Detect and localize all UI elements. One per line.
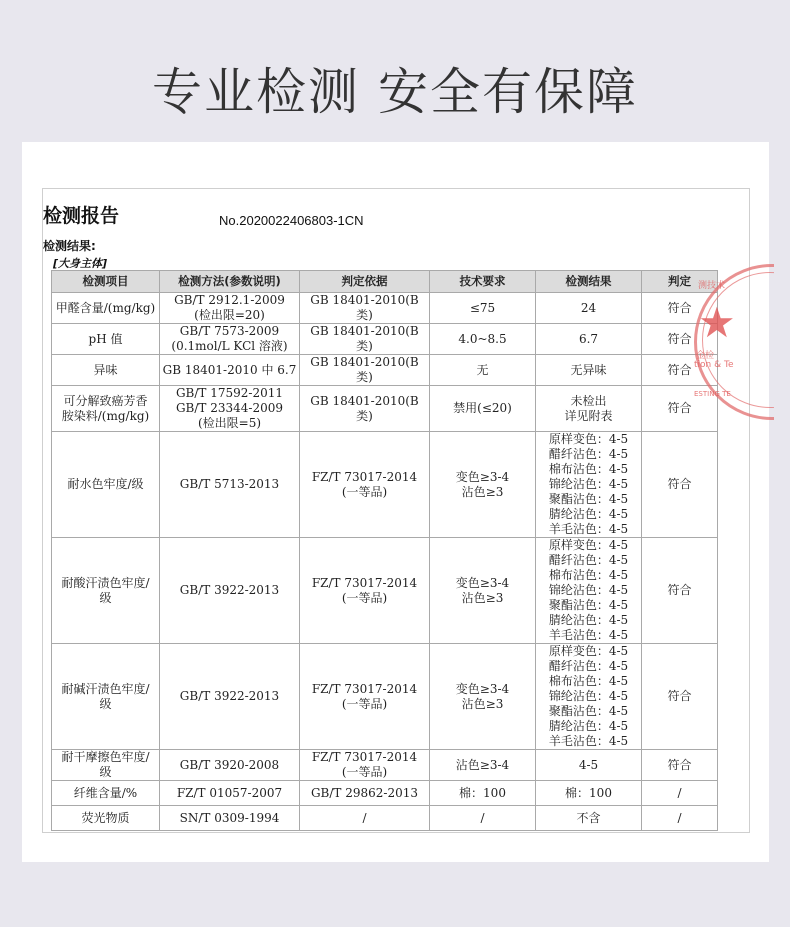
table-row xyxy=(52,806,718,831)
cell-verdict: 符合 xyxy=(642,750,718,781)
cell-requirement: 变色≥3-4 沾色≥3 xyxy=(430,538,536,644)
stamp-text-1: 测技术 xyxy=(698,281,726,291)
cell-basis: GB 18401-2010(B 类) xyxy=(300,324,430,355)
results-label: 检测结果: xyxy=(43,239,96,253)
cell-basis: GB 18401-2010(B 类) xyxy=(300,355,430,386)
cell-method: SN/T 0309-1994 xyxy=(160,806,300,831)
cell-method: GB/T 17592-2011 GB/T 23344-2009 (检出限=5) xyxy=(160,386,300,432)
cell-requirement: / xyxy=(430,806,536,831)
table-row xyxy=(52,750,718,781)
cell-result: 原样变色：4-5 醋纤沾色：4-5 棉布沾色：4-5 锦纶沾色：4-5 聚酯沾色：4-5 腈纶沾色：4-5 羊毛沾色：4-5 xyxy=(536,432,642,538)
col-header-result: 检测结果 xyxy=(536,271,642,293)
sample-label: [大身主体] xyxy=(53,257,108,270)
report-card xyxy=(22,142,769,862)
cell-verdict: 符合 xyxy=(642,324,718,355)
test-report xyxy=(42,188,750,833)
cell-verdict: 符合 xyxy=(642,538,718,644)
cell-requirement: 4.0~8.5 xyxy=(430,324,536,355)
results-table xyxy=(51,270,718,831)
cell-verdict: / xyxy=(642,781,718,806)
cell-item: pH 值 xyxy=(52,324,160,355)
cell-item: 耐干摩擦色牢度/ 级 xyxy=(52,750,160,781)
cell-requirement: 变色≥3-4 沾色≥3 xyxy=(430,644,536,750)
cell-item: 甲醛含量/(mg/kg) xyxy=(52,293,160,324)
cell-result: 不含 xyxy=(536,806,642,831)
cell-method: GB/T 3922-2013 xyxy=(160,538,300,644)
cell-verdict: 符合 xyxy=(642,432,718,538)
cell-result: 24 xyxy=(536,293,642,324)
col-header-requirement: 技术要求 xyxy=(430,271,536,293)
cell-result: 原样变色：4-5 醋纤沾色：4-5 棉布沾色：4-5 锦纶沾色：4-5 聚酯沾色：4-5 腈纶沾色：4-5 羊毛沾色：4-5 xyxy=(536,538,642,644)
cell-method: GB/T 2912.1-2009 (检出限=20) xyxy=(160,293,300,324)
cell-basis: / xyxy=(300,806,430,831)
cell-method: GB/T 3920-2008 xyxy=(160,750,300,781)
report-title: 检测报告 xyxy=(43,205,120,227)
cell-basis: GB/T 29862-2013 xyxy=(300,781,430,806)
cell-method: GB/T 5713-2013 xyxy=(160,432,300,538)
inspection-stamp xyxy=(694,264,774,434)
cell-method: GB/T 3922-2013 xyxy=(160,644,300,750)
cell-basis: GB 18401-2010(B 类) xyxy=(300,386,430,432)
cell-requirement: 变色≥3-4 沾色≥3 xyxy=(430,432,536,538)
table-row xyxy=(52,324,718,355)
cell-result: 6.7 xyxy=(536,324,642,355)
col-header-verdict: 判定 xyxy=(642,271,718,293)
cell-result: 无异味 xyxy=(536,355,642,386)
cell-item: 耐酸汗渍色牢度/ 级 xyxy=(52,538,160,644)
table-row xyxy=(52,432,718,538)
report-number: No.2020022406803-1CN xyxy=(219,213,364,228)
cell-method: GB 18401-2010 中 6.7 xyxy=(160,355,300,386)
cell-method: FZ/T 01057-2007 xyxy=(160,781,300,806)
stamp-text-2: 金检 xyxy=(696,351,715,361)
cell-result: 原样变色：4-5 醋纤沾色：4-5 棉布沾色：4-5 锦纶沾色：4-5 聚酯沾色：4-5 腈纶沾色：4-5 羊毛沾色：4-5 xyxy=(536,644,642,750)
cell-requirement: ≤75 xyxy=(430,293,536,324)
cell-basis: FZ/T 73017-2014 (一等品) xyxy=(300,432,430,538)
cell-result: 4-5 xyxy=(536,750,642,781)
cell-result: 棉：100 xyxy=(536,781,642,806)
table-row xyxy=(52,355,718,386)
cell-requirement: 棉：100 xyxy=(430,781,536,806)
cell-item: 纤维含量/% xyxy=(52,781,160,806)
col-header-basis: 判定依据 xyxy=(300,271,430,293)
cell-verdict: / xyxy=(642,806,718,831)
cell-basis: GB 18401-2010(B 类) xyxy=(300,293,430,324)
cell-requirement: 沾色≥3-4 xyxy=(430,750,536,781)
cell-requirement: 无 xyxy=(430,355,536,386)
table-row xyxy=(52,293,718,324)
cell-item: 可分解致癌芳香 胺染料/(mg/kg) xyxy=(52,386,160,432)
cell-item: 异味 xyxy=(52,355,160,386)
cell-item: 荧光物质 xyxy=(52,806,160,831)
table-row xyxy=(52,781,718,806)
cell-verdict: 符合 xyxy=(642,386,718,432)
stamp-text-3: tion & Te xyxy=(694,360,734,370)
table-header-row xyxy=(52,271,718,293)
cell-item: 耐碱汗渍色牢度/ 级 xyxy=(52,644,160,750)
table-row xyxy=(52,538,718,644)
col-header-method: 检测方法(参数说明) xyxy=(160,271,300,293)
cell-basis: FZ/T 73017-2014 (一等品) xyxy=(300,644,430,750)
cell-result: 未检出 详见附表 xyxy=(536,386,642,432)
cell-item: 耐水色牢度/级 xyxy=(52,432,160,538)
cell-requirement: 禁用(≤20) xyxy=(430,386,536,432)
col-header-item: 检测项目 xyxy=(52,271,160,293)
cell-basis: FZ/T 73017-2014 (一等品) xyxy=(300,750,430,781)
page-headline: 专业检测 安全有保障 xyxy=(152,63,638,121)
stamp-text-4: ESTING TE xyxy=(694,390,731,398)
cell-verdict: 符合 xyxy=(642,355,718,386)
cell-method: GB/T 7573-2009 (0.1mol/L KCl 溶液) xyxy=(160,324,300,355)
cell-basis: FZ/T 73017-2014 (一等品) xyxy=(300,538,430,644)
cell-verdict: 符合 xyxy=(642,644,718,750)
cell-verdict: 符合 xyxy=(642,293,718,324)
table-row xyxy=(52,644,718,750)
star-icon: ★ xyxy=(698,298,736,347)
table-row xyxy=(52,386,718,432)
